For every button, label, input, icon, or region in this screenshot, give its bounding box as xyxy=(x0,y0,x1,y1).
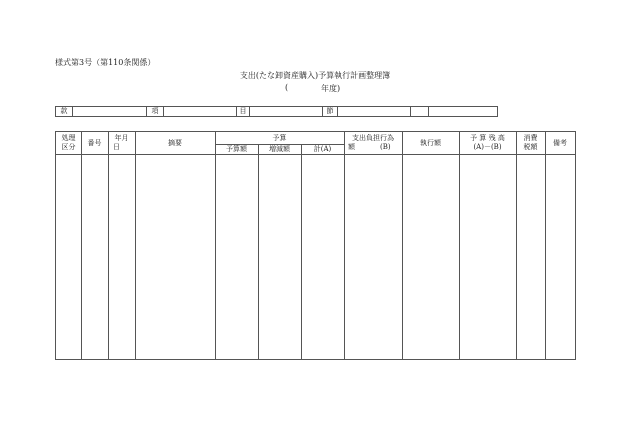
header-shikkou-gaku: 執行額 xyxy=(420,139,441,147)
header-bikou: 備考 xyxy=(553,139,567,147)
header-zougen-gaku: 増減額 xyxy=(269,145,290,153)
setsu-label: 節 xyxy=(323,107,338,116)
setsu-sub-field[interactable] xyxy=(411,107,429,116)
document-title: 支出(たな卸資産購入)予算執行計画整理簿 xyxy=(239,71,391,80)
header-shouhi-line2: 税額 xyxy=(523,143,538,151)
header-zandaka-line1: 予 算 残 高 xyxy=(470,134,505,142)
ledger-table xyxy=(55,131,576,360)
moku-label: 目 xyxy=(237,107,250,116)
header-kei: 計(A) xyxy=(313,145,332,153)
budget-classification-row xyxy=(55,106,498,117)
header-shori-line1: 処理 xyxy=(61,134,76,142)
moku-field[interactable] xyxy=(250,107,323,116)
header-shishutsu-line2b: (B) xyxy=(380,143,391,151)
year-open-paren: ( xyxy=(285,83,289,92)
year-label: 年度) xyxy=(321,84,341,93)
header-shishutsu-line1: 支出負担行為 xyxy=(352,134,394,142)
header-nengetsu-line2: 日 xyxy=(113,143,120,151)
header-shouhi-line1: 消費 xyxy=(523,134,538,142)
ledger-entry-area[interactable] xyxy=(56,155,575,359)
kou-field[interactable] xyxy=(164,107,237,116)
header-zandaka-line2: (A)－(B) xyxy=(473,143,502,151)
header-shishutsu-line2a: 額 xyxy=(348,143,355,151)
kan-field[interactable] xyxy=(73,107,147,116)
kou-label: 項 xyxy=(147,107,164,116)
kan-label: 款 xyxy=(56,107,73,116)
header-bangou: 番号 xyxy=(87,139,102,147)
header-yosan: 予算 xyxy=(272,134,287,142)
header-tekiyou: 摘要 xyxy=(168,139,182,147)
header-nengetsu-line1: 年月 xyxy=(114,134,129,142)
header-yosan-gaku: 予算額 xyxy=(226,145,247,153)
header-shori-line2: 区分 xyxy=(61,143,76,151)
extra-field[interactable] xyxy=(429,107,496,116)
form-number: 様式第3号（第110条関係） xyxy=(55,58,156,67)
setsu-field[interactable] xyxy=(338,107,411,116)
